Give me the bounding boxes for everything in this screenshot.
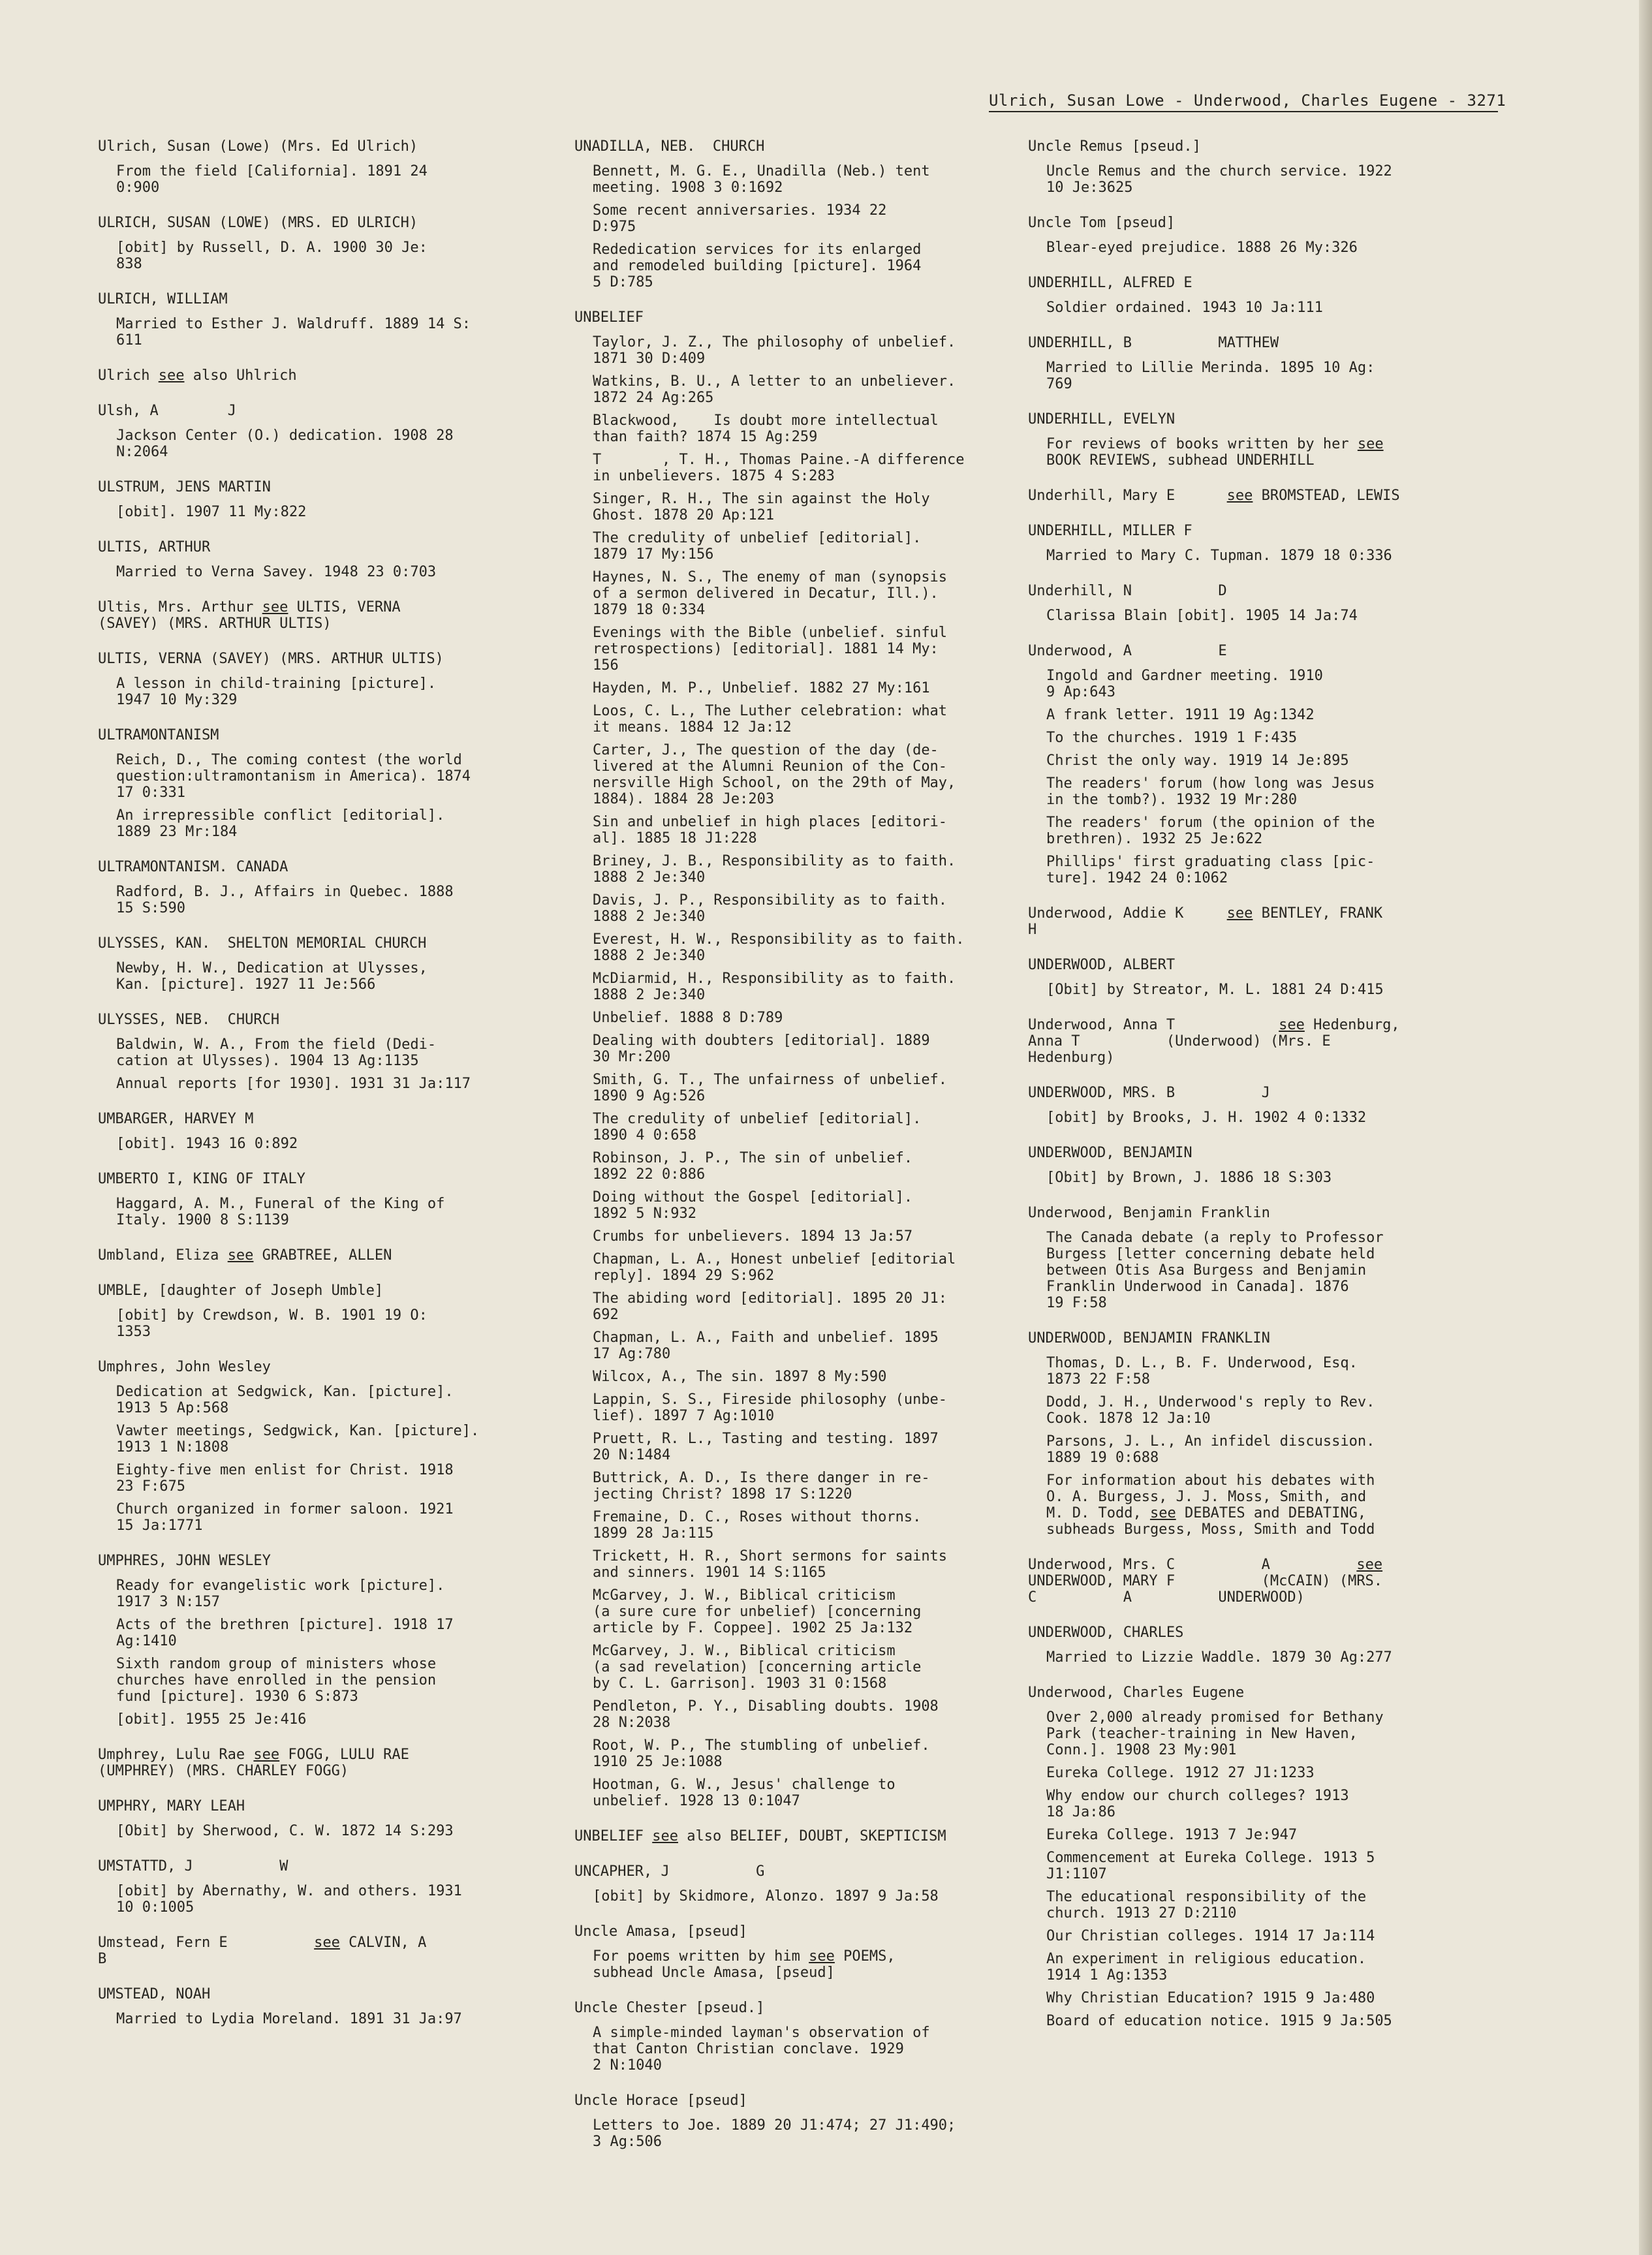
entry-citation: Married to Lizzie Waddle. 1879 30 Ag:277 (1046, 1649, 1392, 1666)
entry-heading: Ulsh, A J (98, 403, 236, 419)
entry-citation: [obit] by Skidmore, Alonzo. 1897 9 Ja:58 (593, 1888, 939, 1905)
entry-citation: Pruett, R. L., Tasting and testing. 1897 20 N:1484 (593, 1431, 939, 1463)
entry-citation: Davis, J. P., Responsibility as to faith. 1888 2 Je:340 (593, 892, 948, 925)
entry-citation: Our Christian colleges. 1914 17 Ja:114 (1046, 1928, 1375, 1944)
index-entry (98, 539, 568, 580)
index-entry (1028, 1205, 1498, 1311)
entry-heading: Uncle Remus [pseud.] (1028, 138, 1201, 155)
index-entry (1028, 523, 1498, 564)
entry-heading: UMBERTO I, KING OF ITALY (98, 1171, 305, 1187)
entry-heading: UMPHRES, JOHN WESLEY (98, 1553, 271, 1569)
entry-heading: Uncle Horace [pseud] (574, 2092, 747, 2109)
index-entry (1028, 1625, 1498, 1666)
index-entry (1028, 643, 1498, 886)
entry-citation: Board of education notice. 1915 9 Ja:505 (1046, 2013, 1392, 2029)
index-entry (98, 138, 568, 196)
index-entry (1028, 1685, 1498, 2029)
entry-citation: The readers' forum (the opinion of the brethren). 1932 25 Je:622 (1046, 815, 1375, 847)
entry-citation: From the field [California]. 1891 24 0:900 (116, 163, 428, 196)
index-entry (98, 291, 568, 349)
entry-citation: Doing without the Gospel [editorial]. 1892 5 N:932 (593, 1189, 913, 1222)
entry-citation: McGarvey, J. W., Biblical criticism (a sad revelation) [concerning article by C. L. Garrison]. 1903 31 0:1568 (593, 1643, 922, 1692)
entry-heading: Umbland, Eliza see GRABTREE, ALLEN (98, 1247, 392, 1264)
entry-heading: UNDERHILL, MILLER F (1028, 523, 1192, 539)
index-entry (1028, 1085, 1498, 1126)
index-entry (98, 1553, 568, 1728)
entry-citation: Phillips' first graduating class [pic- ture]. 1942 24 0:1062 (1046, 854, 1375, 886)
entry-citation: Commencement at Eureka College. 1913 5 J1:1107 (1046, 1850, 1375, 1882)
entry-heading: UNCAPHER, J G (574, 1863, 765, 1880)
entry-citation: Pendleton, P. Y., Disabling doubts. 1908 28 N:2038 (593, 1698, 939, 1731)
entry-citation: The educational responsibility of the church. 1913 27 D:2110 (1046, 1889, 1367, 1921)
entry-citation: Married to Lillie Merinda. 1895 10 Ag: 769 (1046, 360, 1375, 392)
entry-heading: ULRICH, SUSAN (LOWE) (MRS. ED ULRICH) (98, 215, 418, 231)
index-entry (98, 1935, 568, 1967)
entry-citation: Uncle Remus and the church service. 1922 10 Je:3625 (1046, 163, 1392, 196)
entry-heading: Underhill, Mary E see BROMSTEAD, LEWIS (1028, 488, 1400, 504)
entry-heading: Underwood, A E (1028, 643, 1227, 659)
entry-citation: For poems written by him see POEMS, subhead Uncle Amasa, [pseud] (593, 1948, 896, 1981)
entry-heading: Underwood, Benjamin Franklin (1028, 1205, 1270, 1221)
entry-citation: McGarvey, J. W., Biblical criticism (a sure cure for unbelief) [concerning article by F. Coppee]. 1902 25 Ja:132 (593, 1587, 922, 1636)
entry-citation: Watkins, B. U., A letter to an unbeliever. 1872 24 Ag:265 (593, 373, 956, 406)
entry-citation: Ingold and Gardner meeting. 1910 9 Ap:643 (1046, 668, 1323, 700)
entry-heading: UMSTATTD, J W (98, 1858, 288, 1874)
entry-citation: Rededication services for its enlarged and remodeled building [picture]. 1964 5 D:785 (593, 241, 922, 290)
entry-citation: Parsons, J. L., An infidel discussion. 1889 19 0:688 (1046, 1433, 1375, 1466)
entry-heading: UNDERWOOD, BENJAMIN (1028, 1145, 1192, 1161)
index-entry (1028, 138, 1498, 196)
entry-citation: Buttrick, A. D., Is there danger in re- jecting Christ? 1898 17 S:1220 (593, 1470, 930, 1502)
entry-citation: Newby, H. W., Dedication at Ulysses, Kan. [picture]. 1927 11 Je:566 (116, 960, 428, 993)
index-entry (1028, 488, 1498, 504)
index-entry (98, 1858, 568, 1916)
entry-citation: Eureka College. 1912 27 J1:1233 (1046, 1765, 1315, 1781)
entry-citation: [obit] by Abernathy, W. and others. 1931 10 0:1005 (116, 1883, 462, 1916)
entry-citation: Annual reports [for 1930]. 1931 31 Ja:117 (116, 1076, 471, 1092)
entry-citation: Crumbs for unbelievers. 1894 13 Ja:57 (593, 1228, 913, 1245)
entry-citation: McDiarmid, H., Responsibility as to faith. 1888 2 Je:340 (593, 971, 956, 1003)
entry-citation: For information about his debates with O. A. Burgess, J. J. Moss, Smith, and M. D. Todd, see DEBATES and DEBATING, subheads Burgess, Moss, Smith and Todd (1046, 1472, 1375, 1538)
index-entry (98, 1247, 568, 1264)
entry-citation: Thomas, D. L., B. F. Underwood, Esq. 1873 22 F:58 (1046, 1355, 1358, 1388)
entry-citation: Bennett, M. G. E., Unadilla (Neb.) tent meeting. 1908 3 0:1692 (593, 163, 930, 196)
entry-citation: An experiment in religious education. 1914 1 Ag:1353 (1046, 1951, 1367, 1983)
index-entry (1028, 411, 1498, 469)
index-entry (1028, 1017, 1498, 1066)
entry-citation: Vawter meetings, Sedgwick, Kan. [picture]. 1913 1 N:1808 (116, 1423, 480, 1455)
entry-citation: The Canada debate (a reply to Professor Burgess [letter concerning debate held between Otis Asa Burgess and Benjamin Franklin Underwood in Canada]. 1876 19 F:58 (1046, 1230, 1384, 1311)
index-entry (1028, 1557, 1498, 1606)
entry-citation: Carter, J., The question of the day (de- livered at the Alumni Reunion of the Con- nersville High School, on the 29th of May, 1884). 1884 28 Je:203 (593, 742, 956, 807)
entry-citation: Briney, J. B., Responsibility as to faith. 1888 2 Je:340 (593, 853, 956, 886)
entry-heading: Umphres, John Wesley (98, 1359, 271, 1375)
entry-citation: Married to Lydia Moreland. 1891 31 Ja:97 (116, 2011, 462, 2027)
index-entry (574, 2000, 1044, 2074)
entry-heading: UNDERHILL, B MATTHEW (1028, 335, 1279, 351)
entry-heading: Uncle Tom [pseud] (1028, 215, 1176, 231)
entry-heading: UMBLE, [daughter of Joseph Umble] (98, 1283, 384, 1299)
entry-heading: UMBARGER, HARVEY M (98, 1111, 254, 1127)
entry-citation: Letters to Joe. 1889 20 J1:474; 27 J1:490; 3 Ag:506 (593, 2117, 956, 2150)
entry-citation: Unbelief. 1888 8 D:789 (593, 1010, 783, 1026)
index-entry (98, 1798, 568, 1839)
index-entry (98, 859, 568, 916)
entry-citation: Evenings with the Bible (unbelief. sinful retrospections) [editorial]. 1881 14 My: 156 (593, 625, 948, 674)
entry-heading: ULTRAMONTANISM (98, 727, 219, 743)
entry-heading: UNADILLA, NEB. CHURCH (574, 138, 765, 155)
index-entry (98, 1359, 568, 1534)
entry-heading: UNBELIEF (574, 309, 644, 326)
entry-citation: Fremaine, D. C., Roses without thorns. 1899 28 Ja:115 (593, 1509, 922, 1542)
entry-heading: Underwood, Charles Eugene (1028, 1685, 1245, 1701)
entry-heading: Underwood, Mrs. C A see UNDERWOOD, MARY F (McCAIN) (MRS. C A UNDERWOOD) (1028, 1557, 1383, 1606)
entry-heading: UNDERWOOD, BENJAMIN FRANKLIN (1028, 1330, 1270, 1346)
index-entry (574, 1923, 1044, 1981)
entry-citation: Eighty-five men enlist for Christ. 1918 23 F:675 (116, 1462, 454, 1495)
entry-citation: Radford, B. J., Affairs in Quebec. 1888 15 S:590 (116, 884, 454, 916)
index-entry (98, 1283, 568, 1340)
entry-citation: Jackson Center (O.) dedication. 1908 28 N:2064 (116, 428, 454, 460)
entry-heading: Ultis, Mrs. Arthur see ULTIS, VERNA (SAVEY) (MRS. ARTHUR ULTIS) (98, 599, 401, 632)
entry-citation: Dodd, J. H., Underwood's reply to Rev. Cook. 1878 12 Ja:10 (1046, 1394, 1375, 1427)
entry-heading: ULYSSES, KAN. SHELTON MEMORIAL CHURCH (98, 935, 427, 952)
index-entry (98, 1171, 568, 1228)
entry-heading: ULTIS, ARTHUR (98, 539, 211, 555)
entry-citation: Soldier ordained. 1943 10 Ja:111 (1046, 300, 1323, 316)
entry-citation: T , T. H., Thomas Paine.-A difference in unbelievers. 1875 4 S:283 (593, 452, 965, 484)
entry-heading: ULTRAMONTANISM. CANADA (98, 859, 288, 875)
entry-heading: ULSTRUM, JENS MARTIN (98, 479, 271, 495)
entry-heading: UNDERWOOD, ALBERT (1028, 957, 1176, 973)
index-column-3 (1028, 138, 1498, 2048)
entry-citation: Hayden, M. P., Unbelief. 1882 27 My:161 (593, 680, 930, 696)
entry-citation: Church organized in former saloon. 1921 15 Ja:1771 (116, 1501, 454, 1534)
entry-citation: Lappin, S. S., Fireside philosophy (unbe- lief). 1897 7 Ag:1010 (593, 1392, 948, 1424)
entry-citation: The abiding word [editorial]. 1895 20 J1: 692 (593, 1290, 948, 1323)
index-entry (98, 1012, 568, 1092)
entry-heading: UMSTEAD, NOAH (98, 1986, 211, 2002)
entry-citation: Baldwin, W. A., From the field (Dedi- cation at Ulysses). 1904 13 Ag:1135 (116, 1036, 437, 1069)
index-entry (1028, 583, 1498, 624)
index-entry (1028, 905, 1498, 938)
entry-citation: Ready for evangelistic work [picture]. 1917 3 N:157 (116, 1578, 445, 1610)
entry-citation: [Obit] by Streator, M. L. 1881 24 D:415 (1046, 982, 1384, 998)
entry-heading: Underwood, Addie K see BENTLEY, FRANK H (1028, 905, 1383, 938)
entry-heading: UNDERWOOD, MRS. B J (1028, 1085, 1270, 1101)
index-entry (98, 1747, 568, 1779)
entry-citation: A simple-minded layman's observation of that Canton Christian conclave. 1929 2 N:1040 (593, 2025, 930, 2074)
entry-citation: Married to Mary C. Tupman. 1879 18 0:336 (1046, 548, 1392, 564)
entry-citation: Dealing with doubters [editorial]. 1889 30 Mr:200 (593, 1033, 930, 1065)
entry-citation: Wilcox, A., The sin. 1897 8 My:590 (593, 1369, 887, 1385)
entry-heading: Umphrey, Lulu Rae see FOGG, LULU RAE (UMPHREY) (MRS. CHARLEY FOGG) (98, 1747, 409, 1779)
entry-citation: [obit]. 1943 16 0:892 (116, 1136, 298, 1152)
index-entry (574, 1828, 1044, 1844)
index-entry (1028, 335, 1498, 392)
entry-citation: [Obit] by Brown, J. 1886 18 S:303 (1046, 1170, 1332, 1186)
entry-citation: Root, W. P., The stumbling of unbelief. 1910 25 Je:1088 (593, 1737, 930, 1770)
entry-citation: Married to Esther J. Waldruff. 1889 14 S: 611 (116, 316, 471, 349)
entry-citation: [obit] by Brooks, J. H. 1902 4 0:1332 (1046, 1110, 1367, 1126)
entry-citation: Reich, D., The coming contest (the world question:ultramontanism in America). 1874 17 0:331 (116, 752, 471, 801)
index-entry (98, 479, 568, 520)
entry-citation: Sixth random group of ministers whose churches have enrolled in the pension fund [picture]. 1930 6 S:873 (116, 1656, 437, 1705)
index-entry (98, 1111, 568, 1152)
entry-citation: Why Christian Education? 1915 9 Ja:480 (1046, 1990, 1375, 2006)
index-entry (574, 138, 1044, 290)
index-entry (98, 935, 568, 993)
entry-citation: Singer, R. H., The sin against the Holy Ghost. 1878 20 Ap:121 (593, 491, 930, 523)
entry-heading: Underhill, N D (1028, 583, 1227, 599)
entry-heading: UNBELIEF see also BELIEF, DOUBT, SKEPTICISM (574, 1828, 946, 1844)
running-head: Ulrich, Susan Lowe - Underwood, Charles Eugene - 3271 (989, 91, 1498, 112)
entry-heading: ULTIS, VERNA (SAVEY) (MRS. ARTHUR ULTIS) (98, 651, 444, 667)
index-column-2 (574, 138, 1044, 2169)
entry-citation: Blear-eyed prejudice. 1888 26 My:326 (1046, 240, 1358, 256)
entry-citation: To the churches. 1919 1 F:435 (1046, 730, 1298, 746)
entry-citation: [Obit] by Sherwood, C. W. 1872 14 S:293 (116, 1823, 454, 1839)
index-entry (1028, 957, 1498, 998)
entry-heading: Uncle Chester [pseud.] (574, 2000, 765, 2016)
entry-heading: UNDERHILL, EVELYN (1028, 411, 1176, 428)
entry-heading: UMPHRY, MARY LEAH (98, 1798, 245, 1814)
entry-citation: The readers' forum (how long was Jesus in the tomb?). 1932 19 Mr:280 (1046, 775, 1375, 808)
entry-citation: A frank letter. 1911 19 Ag:1342 (1046, 707, 1315, 723)
entry-heading: Ulrich, Susan (Lowe) (Mrs. Ed Ulrich) (98, 138, 418, 155)
entry-citation: An irrepressible conflict [editorial]. 1889 23 Mr:184 (116, 807, 445, 840)
entry-citation: Some recent anniversaries. 1934 22 D:975 (593, 202, 887, 235)
index-entry (98, 215, 568, 272)
index-entry (98, 403, 568, 460)
entry-citation: Everest, H. W., Responsibility as to faith. 1888 2 Je:340 (593, 931, 965, 964)
entry-citation: [obit]. 1955 25 Je:416 (116, 1711, 307, 1728)
entry-citation: A lesson in child-training [picture]. 1947 10 My:329 (116, 676, 437, 708)
entry-citation: Trickett, H. R., Short sermons for saints and sinners. 1901 14 S:1165 (593, 1548, 948, 1581)
index-entry (98, 1986, 568, 2027)
entry-heading: UNDERWOOD, CHARLES (1028, 1625, 1184, 1641)
entry-heading: ULRICH, WILLIAM (98, 291, 228, 307)
entry-heading: Ulrich see also Uhlrich (98, 367, 297, 384)
entry-citation: Blackwood, Is doubt more intellectual than faith? 1874 15 Ag:259 (593, 412, 939, 445)
entry-citation: Married to Verna Savey. 1948 23 0:703 (116, 564, 437, 580)
entry-citation: Dedication at Sedgwick, Kan. [picture]. 1913 5 Ap:568 (116, 1384, 454, 1416)
entry-citation: Haggard, A. M., Funeral of the King of Italy. 1900 8 S:1139 (116, 1196, 445, 1228)
entry-citation: Why endow our church colleges? 1913 18 Ja:86 (1046, 1788, 1349, 1820)
entry-citation: [obit] by Russell, D. A. 1900 30 Je: 838 (116, 240, 428, 272)
index-entry (98, 367, 568, 384)
index-entry (1028, 1145, 1498, 1186)
entry-citation: Chapman, L. A., Faith and unbelief. 1895 17 Ag:780 (593, 1330, 939, 1362)
index-entry (574, 1863, 1044, 1905)
entry-citation: The credulity of unbelief [editorial]. 1879 17 My:156 (593, 530, 922, 563)
entry-heading: Underwood, Anna T see Hedenburg, Anna T (Underwood) (Mrs. E Hedenburg) (1028, 1017, 1400, 1066)
entry-citation: The credulity of unbelief [editorial]. 1890 4 0:658 (593, 1111, 922, 1143)
index-entry (1028, 215, 1498, 256)
entry-heading: Umstead, Fern E see CALVIN, A B (98, 1935, 427, 1967)
entry-citation: Clarissa Blain [obit]. 1905 14 Ja:74 (1046, 608, 1358, 624)
entry-citation: Loos, C. L., The Luther celebration: what it means. 1884 12 Ja:12 (593, 703, 948, 736)
index-column-1 (98, 138, 568, 2046)
index-entry (1028, 1330, 1498, 1538)
entry-citation: Christ the only way. 1919 14 Je:895 (1046, 753, 1349, 769)
entry-heading: ULYSSES, NEB. CHURCH (98, 1012, 280, 1028)
index-entry (574, 2092, 1044, 2150)
entry-citation: Hootman, G. W., Jesus' challenge to unbelief. 1928 13 0:1047 (593, 1777, 896, 1809)
entry-citation: For reviews of books written by her see BOOK REVIEWS, subhead UNDERHILL (1046, 436, 1384, 469)
index-entry (98, 651, 568, 708)
entry-citation: Smith, G. T., The unfairness of unbelief. 1890 9 Ag:526 (593, 1072, 948, 1104)
entry-citation: Over 2,000 already promised for Bethany Park (teacher-training in New Haven, Conn.]. 1908 23 My:901 (1046, 1709, 1384, 1758)
entry-heading: UNDERHILL, ALFRED E (1028, 275, 1192, 291)
index-entry (98, 727, 568, 840)
index-entry (98, 599, 568, 632)
entry-heading: Uncle Amasa, [pseud] (574, 1923, 747, 1940)
entry-citation: Haynes, N. S., The enemy of man (synopsis of a sermon delivered in Decatur, Ill.). 1879 18 0:334 (593, 569, 948, 618)
entry-citation: Eureka College. 1913 7 Je:947 (1046, 1827, 1298, 1843)
entry-citation: Chapman, L. A., Honest unbelief [editorial reply]. 1894 29 S:962 (593, 1251, 956, 1284)
entry-citation: [obit]. 1907 11 My:822 (116, 504, 307, 520)
entry-citation: Robinson, J. P., The sin of unbelief. 1892 22 0:886 (593, 1150, 913, 1183)
entry-citation: [obit] by Crewdson, W. B. 1901 19 O: 1353 (116, 1307, 428, 1340)
entry-citation: Acts of the brethren [picture]. 1918 17 Ag:1410 (116, 1617, 454, 1649)
index-entry (1028, 275, 1498, 316)
entry-citation: Sin and unbelief in high places [editori- al]. 1885 18 J1:228 (593, 814, 948, 847)
index-entry (574, 309, 1044, 1809)
entry-citation: Taylor, J. Z., The philosophy of unbelief. 1871 30 D:409 (593, 334, 956, 367)
page-edge (1639, 0, 1652, 2255)
